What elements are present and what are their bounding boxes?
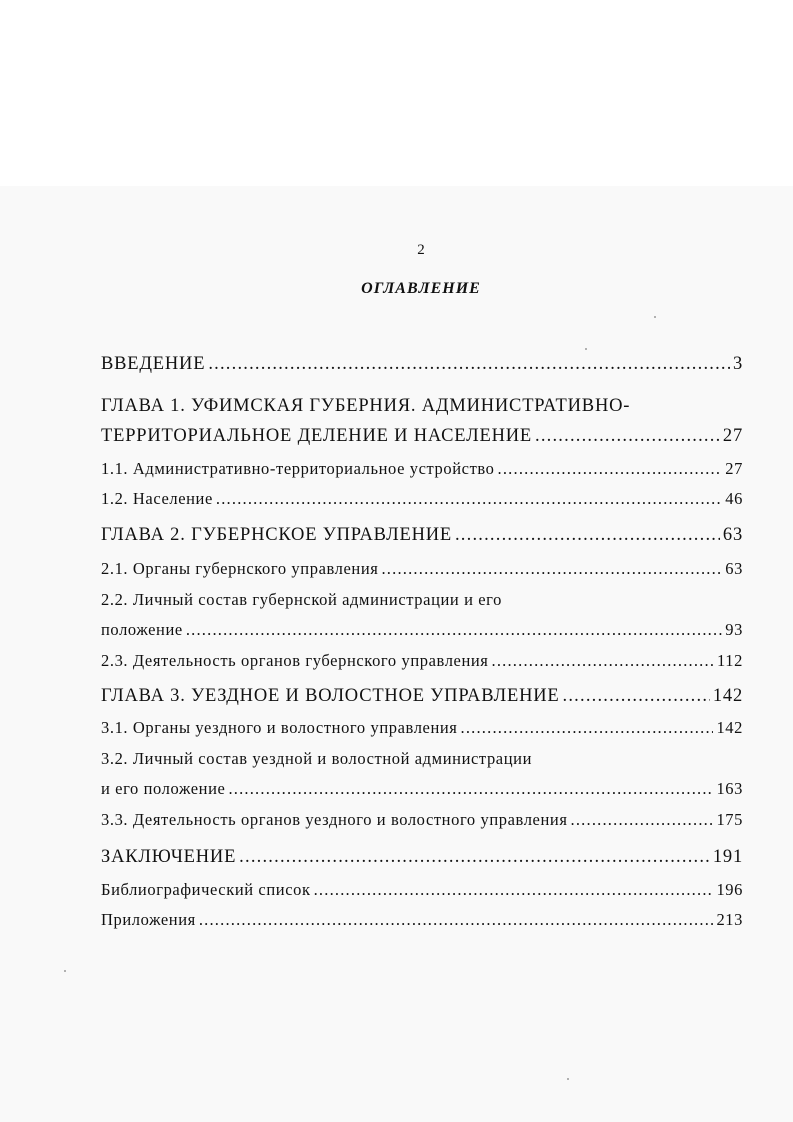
toc-entry-chapter-2[interactable] [101,525,743,546]
dot-leader [228,779,713,799]
toc-entry-page: 27 [722,426,743,446]
dot-leader [208,354,730,375]
toc-entry-page: 93 [725,620,743,639]
toc-entry-label: ГЛАВА 3. УЕЗДНОЕ И ВОЛОСТНОЕ УПРАВЛЕНИЕ [101,686,560,706]
toc-entry-label: 1.1. Административно-территориальное устройство [101,459,495,478]
toc-entry-section-1-2[interactable] [101,489,743,509]
toc-entry-appendices[interactable] [101,910,743,930]
dot-leader [571,810,714,830]
toc-entry-label: и его положение [101,779,226,798]
dot-leader [381,559,722,579]
toc-entry-page: 3 [732,354,743,374]
scan-speck [64,970,66,972]
page-number: 2 [417,242,425,258]
toc-entry-page: 213 [716,910,743,929]
toc-entry-page: 27 [725,459,743,478]
toc-entry-label: ВВЕДЕНИЕ [101,354,206,374]
toc-entry-bibliography[interactable] [101,880,743,900]
toc-entry-section-3-1[interactable] [101,718,743,738]
toc-entry-section-3-2-line1[interactable]: 3.2. Личный состав уездной и волостной администрации [101,749,533,768]
toc-entry-label: Библиографический список [101,880,311,899]
toc-entry-section-3-2[interactable] [101,779,743,799]
toc-entry-label: Приложения [101,910,196,929]
toc-entry-label: 1.2. Население [101,489,213,508]
dot-leader [498,459,723,479]
toc-entry-section-2-3[interactable] [101,651,743,671]
toc-entry-label: положение [101,620,183,639]
toc-entry-page: 175 [716,810,743,829]
toc-entry-page: 112 [717,651,743,670]
dot-leader [199,910,714,930]
toc-entry-page: 142 [716,718,743,737]
dot-leader [535,426,720,447]
dot-leader [314,880,714,900]
toc-entry-page: 142 [712,686,743,706]
dot-leader [186,620,722,640]
toc-entry-label: ГЛАВА 2. ГУБЕРНСКОЕ УПРАВЛЕНИЕ [101,525,452,545]
toc-entry-conclusion[interactable] [101,847,743,868]
toc-entry-page: 191 [712,847,743,867]
scan-speck [567,1078,569,1080]
toc-entry-page: 63 [725,559,743,578]
toc-entry-label: ЗАКЛЮЧЕНИЕ [101,847,237,867]
toc-entry-chapter-1[interactable] [101,426,743,447]
toc-entry-label: 3.3. Деятельность органов уездного и волостного управления [101,810,568,829]
toc-entry-page: 196 [716,880,743,899]
toc-entry-section-2-2[interactable] [101,620,743,640]
toc-entry-page: 163 [716,779,743,798]
toc-entry-page: 63 [722,525,743,545]
dot-leader [216,489,722,509]
toc-title: ОГЛАВЛЕНИЕ [361,280,481,297]
toc-entry-chapter-3[interactable] [101,686,743,707]
toc-entry-label: 2.3. Деятельность органов губернского управления [101,651,489,670]
toc-entry-section-3-3[interactable] [101,810,743,830]
toc-entry-section-2-2-line1[interactable]: 2.2. Личный состав губернской администрации и его [101,590,502,609]
toc-entry-page: 46 [725,489,743,508]
dot-leader [455,525,720,546]
toc-entry-section-2-1[interactable] [101,559,743,579]
toc-entry-label: 3.1. Органы уездного и волостного управления [101,718,458,737]
toc-entry-label: ТЕРРИТОРИАЛЬНОЕ ДЕЛЕНИЕ И НАСЕЛЕНИЕ [101,426,532,446]
toc-entry-label: 2.1. Органы губернского управления [101,559,379,578]
scan-speck [654,316,656,318]
dot-leader [239,847,710,868]
toc-entry-chapter-1-title-line1[interactable]: ГЛАВА 1. УФИМСКАЯ ГУБЕРНИЯ. АДМИНИСТРАТИВНО- [101,396,631,416]
dot-leader [492,651,715,671]
toc-entry-introduction[interactable] [101,354,743,375]
scan-speck [585,348,587,350]
dot-leader [461,718,714,738]
dot-leader [563,686,710,707]
toc-entry-section-1-1[interactable] [101,459,743,479]
